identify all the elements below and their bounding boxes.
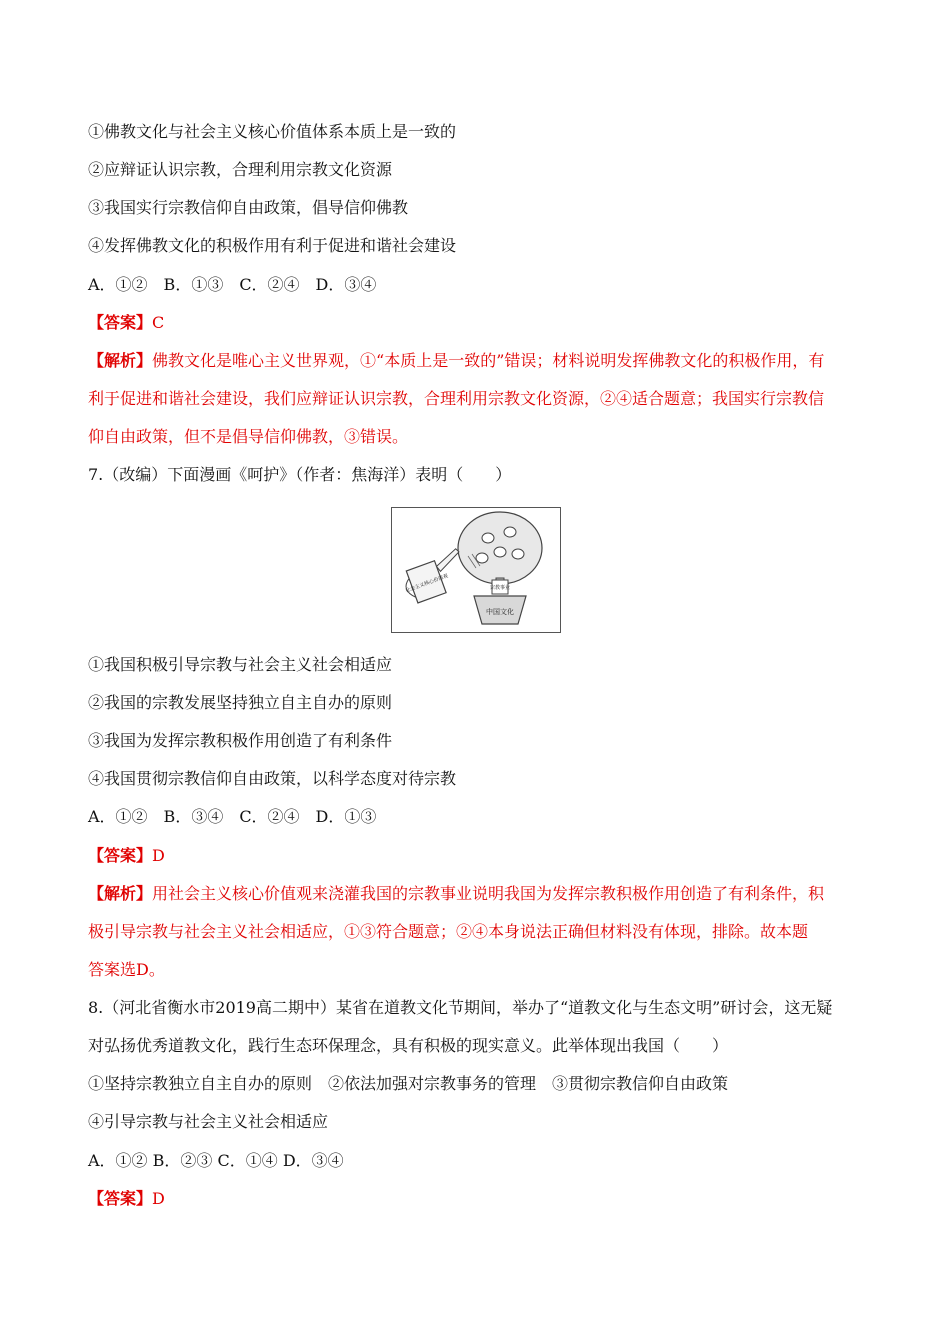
q7-analysis-text-1: 用社会主义核心价值观来浇灌我国的宗教事业说明我国为发挥宗教积极作用创造了有利条件，积 xyxy=(152,884,825,903)
q7-statement-4: ④我国贯彻宗教信仰自由政策，以科学态度对待宗教 xyxy=(88,769,457,788)
q8-answer xyxy=(88,1189,165,1209)
q6-options: A．①② B．①③ C．②④ D．③④ xyxy=(88,275,377,294)
q8-stem-line-2: 对弘扬优秀道教文化，践行生态环保理念，具有积极的现实意义。此举体现出我国（ ） xyxy=(88,1036,729,1055)
q6-analysis-tag: 【解析】 xyxy=(88,351,153,370)
q6-statement-1: ①佛教文化与社会主义核心价值体系本质上是一致的 xyxy=(88,122,457,141)
fruit-icon xyxy=(476,553,488,563)
fruit-icon xyxy=(504,527,516,537)
q7-answer-value: D xyxy=(152,846,165,865)
fruit-icon xyxy=(482,533,494,543)
can-label: 社会主义核心价值观 xyxy=(404,573,450,595)
q6-answer-tag: 【答案】 xyxy=(88,313,153,332)
q8-stem-line-1: 8.（河北省衡水市2019高二期中）某省在道教文化节期间，举办了“道教文化与生态文明”研讨会，这无疑 xyxy=(88,998,833,1017)
cartoon-drawing xyxy=(392,508,560,632)
q8-statements-row: ①坚持宗教独立自主自办的原则 ②依法加强对宗教事务的管理 ③贯彻宗教信仰自由政策 xyxy=(88,1074,729,1093)
fruit-icon xyxy=(494,547,506,557)
q7-answer-tag: 【答案】 xyxy=(88,846,153,865)
q6-analysis-text-1: 佛教文化是唯心主义世界观，①“本质上是一致的”错误；材料说明发挥佛教文化的积极作用，有 xyxy=(152,351,825,370)
q8-answer-value: D xyxy=(152,1189,165,1208)
q7-analysis-line-3: 答案选D。 xyxy=(88,960,165,979)
trunk-tag-label: 宗教事业 xyxy=(489,585,511,591)
q8-answer-tag: 【答案】 xyxy=(88,1189,153,1208)
fruit-icon xyxy=(512,549,524,559)
q7-analysis-tag: 【解析】 xyxy=(88,884,153,903)
q7-stem: 7.（改编）下面漫画《呵护》（作者：焦海洋）表明（ ） xyxy=(88,465,512,484)
q6-analysis-line-3: 仰自由政策，但不是倡导信仰佛教，③错误。 xyxy=(88,427,409,446)
q6-analysis-line-2: 利于促进和谐社会建设，我们应辩证认识宗教，合理利用宗教文化资源，②④适合题意；我国实行宗教信 xyxy=(88,389,825,408)
q8-options: A．①② B．②③ C．①④ D．③④ xyxy=(88,1151,344,1170)
q7-options: A．①② B．③④ C．②④ D．①③ xyxy=(88,807,377,826)
q6-statement-3: ③我国实行宗教信仰自由政策，倡导信仰佛教 xyxy=(88,198,409,217)
pot-label: 中国文化 xyxy=(486,608,514,616)
q6-statement-2: ②应辩证认识宗教，合理利用宗教文化资源 xyxy=(88,160,393,179)
q8-statement-4: ④引导宗教与社会主义社会相适应 xyxy=(88,1112,329,1131)
q7-analysis-line-2: 极引导宗教与社会主义社会相适应，①③符合题意；②④本身说法正确但材料没有体现，排除。故本题 xyxy=(88,922,809,941)
q7-statement-3: ③我国为发挥宗教积极作用创造了有利条件 xyxy=(88,731,393,750)
q6-analysis-line-1 xyxy=(88,351,824,371)
q7-statement-2: ②我国的宗教发展坚持独立自主自办的原则 xyxy=(88,693,393,712)
q6-statement-4: ④发挥佛教文化的积极作用有利于促进和谐社会建设 xyxy=(88,236,457,255)
q6-answer-value: C xyxy=(152,313,165,332)
q7-analysis-line-1 xyxy=(88,884,824,904)
q6-answer xyxy=(88,313,164,333)
q7-answer xyxy=(88,846,165,866)
q7-statement-1: ①我国积极引导宗教与社会主义社会相适应 xyxy=(88,655,393,674)
cartoon-image xyxy=(391,507,561,633)
